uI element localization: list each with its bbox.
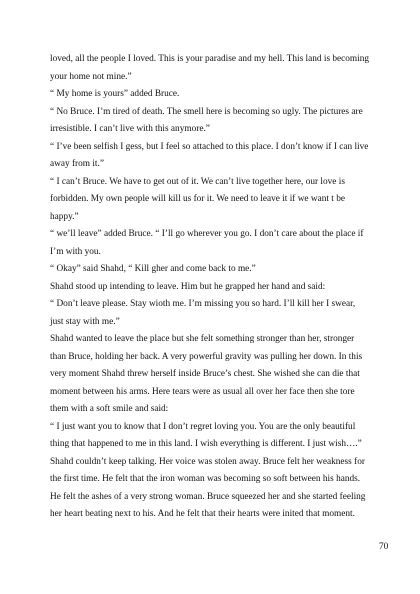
text-line: “ Okay” said Shahd, “ Kill gher and come back to me.” [50,264,256,274]
text-line: than Bruce, holding her back. A very powerful gravity was pulling her down. In this [50,351,363,362]
text-line: the first time. He felt that the iron woman was becoming so soft between his hands. [50,474,361,484]
text-line: “ Don’t leave please. Stay wioth me. I’m missing you so hard. I’ll kill her I swear, [50,299,356,309]
text-line: Shahd couldn’t keep talking. Her voice was stolen away. Bruce felt her weakness for [50,456,365,467]
text-line: “ My home is yours” added Bruce. [50,89,180,99]
text-line: forbidden. My own people will kill us for it. We need to leave it if we want t be [50,194,345,204]
text-line: loved, all the people I loved. This is your paradise and my hell. This land is becoming [50,54,370,64]
text-line: thing that happened to me in this land. I wish everything is different. I just wish….” [50,439,362,449]
text-line: Shahd wanted to leave the place but she felt something stronger than her, stronger [50,334,355,344]
text-line: happy.” [50,211,79,222]
text-line: just stay with me.” [50,316,120,327]
text-line: “ I just want you to know that I don’t regret loving you. You are the only beautiful [50,421,356,432]
text-line: irresistible. I can’t live with this anymore.” [50,124,210,134]
body-text [50,51,390,524]
text-line: “ we’ll leave” added Bruce. “ I’ll go wherever you go. I don’t care about the place if [50,229,364,239]
text-line: moment between his arms. Here tears were as usual all over her face then she tore [50,386,355,397]
text-line: away from it.” [50,159,104,169]
page-number: 70 [379,542,389,552]
text-line: He felt the ashes of a very strong woman. Bruce squeezed her and she started feeling [50,491,366,502]
text-line: “ I’ve been selfish I gess, but I feel so attached to this place. I don’t know if I can live [50,141,369,152]
text-line: I’m with you. [50,246,101,257]
text-line: them with a soft smile and said: [50,404,169,414]
text-line: very moment Shahd threw herself inside Bruce’s chest. She wished she can die that [50,369,360,379]
text-line: her heart beating next to his. And he felt that their hearts were inited that moment. [50,509,355,519]
text-line: “ No Bruce. I’m tired of death. The smell here is becoming so ugly. The pictures are [50,106,363,117]
text-line: “ I can’t Bruce. We have to get out of it. We can’t live together here, our love is [50,176,345,187]
text-line: your home not mine.” [50,71,132,82]
text-line: Shahd stood up intending to leave. Him but he grapped her hand and said: [50,281,326,292]
